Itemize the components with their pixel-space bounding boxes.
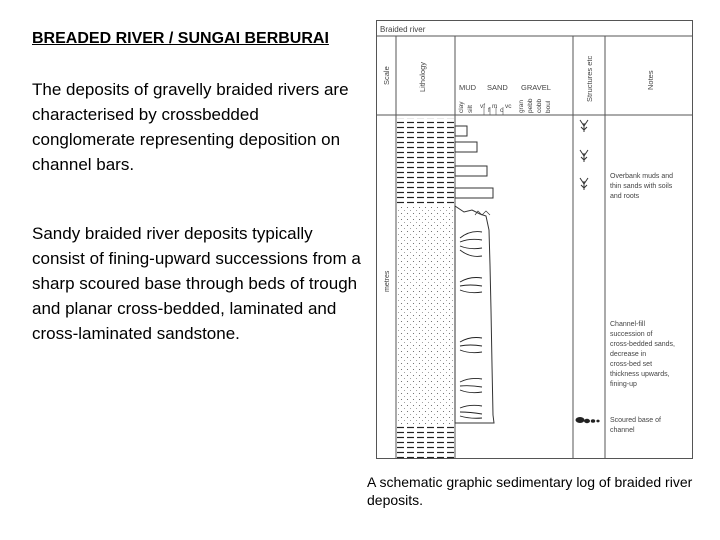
scale-header: Scale: [382, 66, 391, 85]
structures-header: Structures etc: [585, 55, 594, 102]
note-overbank: Overbank muds and thin sands with soils and roots: [610, 173, 674, 200]
grain-label-f: f: [488, 107, 490, 114]
sand-lithology: [396, 206, 455, 426]
overbank-bed-3: [455, 166, 487, 176]
lithology-header: Lithology: [418, 61, 427, 92]
grain-label-clay: clay: [458, 101, 465, 113]
gravelly-braided-paragraph: The deposits of gravelly braided rivers are characterised by crossbedded conglomerate representing deposition on channel bars.: [32, 80, 349, 174]
grain-label-boul: boul: [545, 100, 552, 113]
sand-header: SAND: [487, 83, 508, 92]
sandy-braided-paragraph: Sandy braided river deposits typically consist of fining-upward successions from a sharp scoured base through beds of trough and planar cross-bedded, laminated and cross-laminated sandstone.: [32, 224, 361, 343]
page-title: BREADED RIVER / SUNGAI BERBURAI: [32, 30, 329, 47]
grain-label-pebb: pebb: [527, 98, 534, 113]
grain-label-c: c: [500, 107, 504, 114]
overbank-bed-2: [455, 142, 477, 152]
grain-label-silt: silt: [467, 105, 474, 113]
grain-label-cobb: cobb: [536, 98, 543, 113]
grain-label-gran: gran: [518, 99, 525, 113]
mud-lithology-lower: [396, 426, 455, 459]
log-header: Braided river: [380, 25, 426, 34]
notes-header: Notes: [646, 70, 655, 90]
figure-caption: A schematic graphic sedimentary log of braided river deposits.: [367, 474, 693, 508]
grain-label-vc: vc: [505, 103, 512, 110]
grain-label-vf: vf: [480, 103, 486, 110]
sedimentary-log-diagram: [376, 20, 694, 461]
note-channel-fill: Channel-fill succession of cross-bedded sands, decrease in cross-bed set thickness upwards, fining-up: [610, 321, 675, 388]
overbank-bed-4: [455, 188, 493, 198]
gravel-header: GRAVEL: [521, 83, 551, 92]
mud-lithology-upper: [396, 118, 455, 206]
scale-unit-label: metres: [384, 270, 391, 292]
overbank-bed-1: [455, 126, 467, 136]
mud-header: MUD: [459, 83, 477, 92]
note-scoured-base: Scoured base of channel: [610, 417, 661, 434]
grain-label-m: m: [492, 103, 498, 110]
